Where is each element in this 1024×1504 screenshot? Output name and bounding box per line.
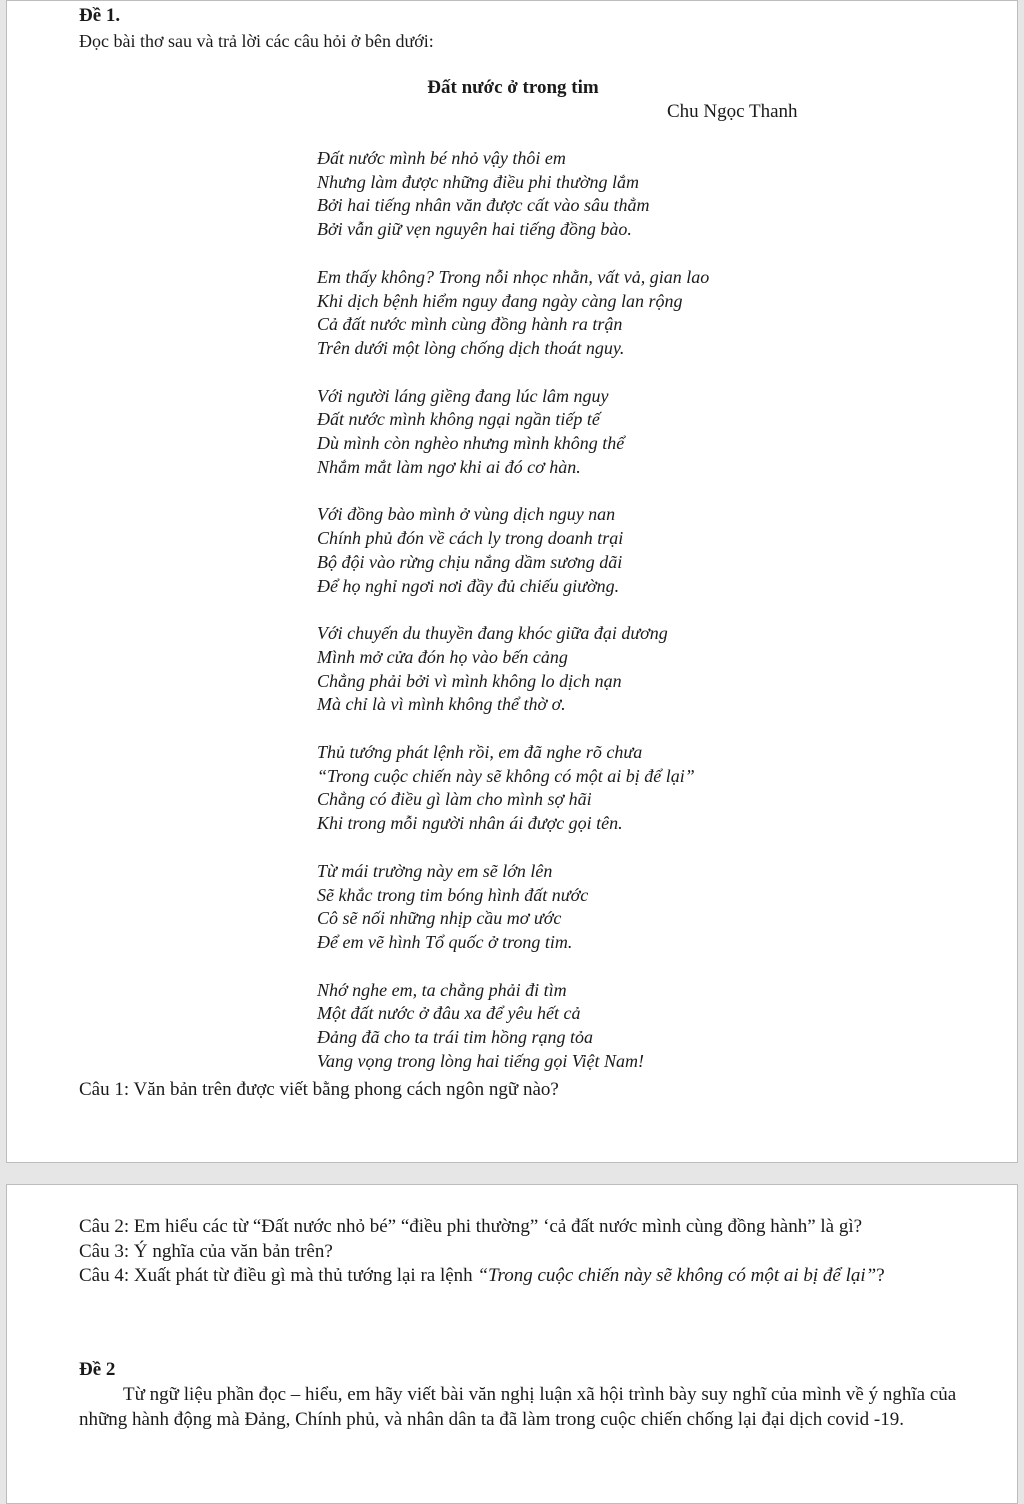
poem-line: Nhắm mắt làm ngơ khi ai đó cơ hàn. bbox=[317, 456, 581, 477]
poem-line: Từ mái trường này em sẽ lớn lên bbox=[317, 860, 553, 881]
poem-line: Khi dịch bệnh hiểm nguy đang ngày càng lan rộng bbox=[317, 290, 683, 311]
poem-line: Cô sẽ nối những nhịp cầu mơ ước bbox=[317, 908, 562, 929]
poem-stanza bbox=[317, 860, 877, 955]
poem-line: Để họ nghỉ ngơi nơi đầy đủ chiếu giường. bbox=[317, 575, 620, 596]
poem-line: Vang vọng trong lòng hai tiếng gọi Việt Nam! bbox=[317, 1050, 644, 1071]
question-2: Câu 2: Em hiểu các từ “Đất nước nhỏ bé” “điều phi thường” ‘cả đất nước mình cùng đồng hành” là gì? bbox=[79, 1216, 863, 1237]
poem-stanza bbox=[317, 385, 877, 480]
instruction-text: Đọc bài thơ sau và trả lời các câu hỏi ở bên dưới: bbox=[79, 31, 434, 51]
poem-line: Khi trong mỗi người nhân ái được gọi tên. bbox=[317, 813, 623, 834]
poem-stanza bbox=[317, 979, 877, 1074]
exam-section-2-title: Đề 2 bbox=[79, 1359, 116, 1380]
poem-body bbox=[317, 147, 877, 1074]
poem-line: Chính phủ đón về cách ly trong doanh trại bbox=[317, 528, 624, 549]
poem-line: Trên dưới một lòng chống dịch thoát nguy. bbox=[317, 337, 625, 358]
poem-line: Thủ tướng phát lệnh rồi, em đã nghe rõ chưa bbox=[317, 742, 643, 763]
poem-line: Bộ đội vào rừng chịu nắng dầm sương dãi bbox=[317, 551, 623, 572]
essay-prompt: Từ ngữ liệu phần đọc – hiểu, em hãy viết bài văn nghị luận xã hội trình bày suy nghĩ của mình về ý nghĩa của những hành động mà Đảng, Chính phủ, và nhân dân ta đã làm trong cuộc chiến chống lại đại dịch covid -19. bbox=[79, 1384, 957, 1430]
poem-line: Nhớ nghe em, ta chẳng phải đi tìm bbox=[317, 979, 567, 1000]
poem-stanza bbox=[317, 266, 877, 361]
poem-line: Cả đất nước mình cùng đồng hành ra trận bbox=[317, 314, 623, 335]
question-4-suffix: ? bbox=[876, 1265, 885, 1286]
poem-line: Dù mình còn nghèo nhưng mình không thể bbox=[317, 433, 625, 454]
poem-line: Đất nước mình không ngại ngần tiếp tế bbox=[317, 409, 600, 430]
poem-stanza bbox=[317, 147, 877, 242]
poem-stanza bbox=[317, 622, 877, 717]
poem-line: Với người láng giềng đang lúc lâm nguy bbox=[317, 385, 609, 406]
question-4 bbox=[79, 1264, 949, 1289]
exam-section-title: Đề 1. bbox=[79, 5, 121, 26]
poem-line: Mình mở cửa đón họ vào bến cảng bbox=[317, 646, 568, 667]
poem-stanza bbox=[317, 741, 877, 836]
poem-line: Với chuyến du thuyền đang khóc giữa đại dương bbox=[317, 623, 668, 644]
question-3: Câu 3: Ý nghĩa của văn bản trên? bbox=[79, 1240, 333, 1262]
question-1: Câu 1: Văn bản trên được viết bằng phong cách ngôn ngữ nào? bbox=[79, 1079, 559, 1100]
poem-line: Bởi hai tiếng nhân văn được cất vào sâu thẳm bbox=[317, 195, 650, 216]
question-4-prefix: Câu 4: Xuất phát từ điều gì mà thủ tướng lại ra lệnh bbox=[79, 1265, 478, 1286]
document-page-1 bbox=[6, 0, 1018, 1163]
poem-line: Sẽ khắc trong tim bóng hình đất nước bbox=[317, 884, 589, 905]
poem-line: Nhưng làm được những điều phi thường lắm bbox=[317, 171, 639, 192]
poem-line: Với đồng bào mình ở vùng dịch nguy nan bbox=[317, 504, 616, 525]
poem-author: Chu Ngọc Thanh bbox=[667, 101, 798, 122]
poem-line: Em thấy không? Trong nỗi nhọc nhằn, vất vả, gian lao bbox=[317, 266, 710, 287]
poem-line: Đất nước mình bé nhỏ vậy thôi em bbox=[317, 148, 566, 168]
poem-line: Một đất nước ở đâu xa để yêu hết cả bbox=[317, 1003, 581, 1024]
poem-title: Đất nước ở trong tim bbox=[427, 77, 599, 98]
poem-line: Mà chỉ là vì mình không thể thờ ơ. bbox=[317, 694, 566, 715]
question-4-quote: “Trong cuộc chiến này sẽ không có một ai bị để lại” bbox=[477, 1265, 877, 1286]
poem-line: Chẳng phải bởi vì mình không lo dịch nạn bbox=[317, 670, 622, 691]
poem-line: Chẳng có điều gì làm cho mình sợ hãi bbox=[317, 789, 592, 810]
question-list bbox=[79, 1215, 949, 1289]
document-page-2 bbox=[6, 1184, 1018, 1504]
poem-line: “Trong cuộc chiến này sẽ không có một ai bị để lại” bbox=[317, 765, 695, 786]
poem-line: Để em vẽ hình Tổ quốc ở trong tim. bbox=[317, 931, 573, 952]
poem-line: Bởi vẫn giữ vẹn nguyên hai tiếng đồng bào. bbox=[317, 219, 632, 240]
poem-stanza bbox=[317, 503, 877, 598]
poem-line: Đảng đã cho ta trái tim hồng rạng tỏa bbox=[317, 1027, 594, 1048]
